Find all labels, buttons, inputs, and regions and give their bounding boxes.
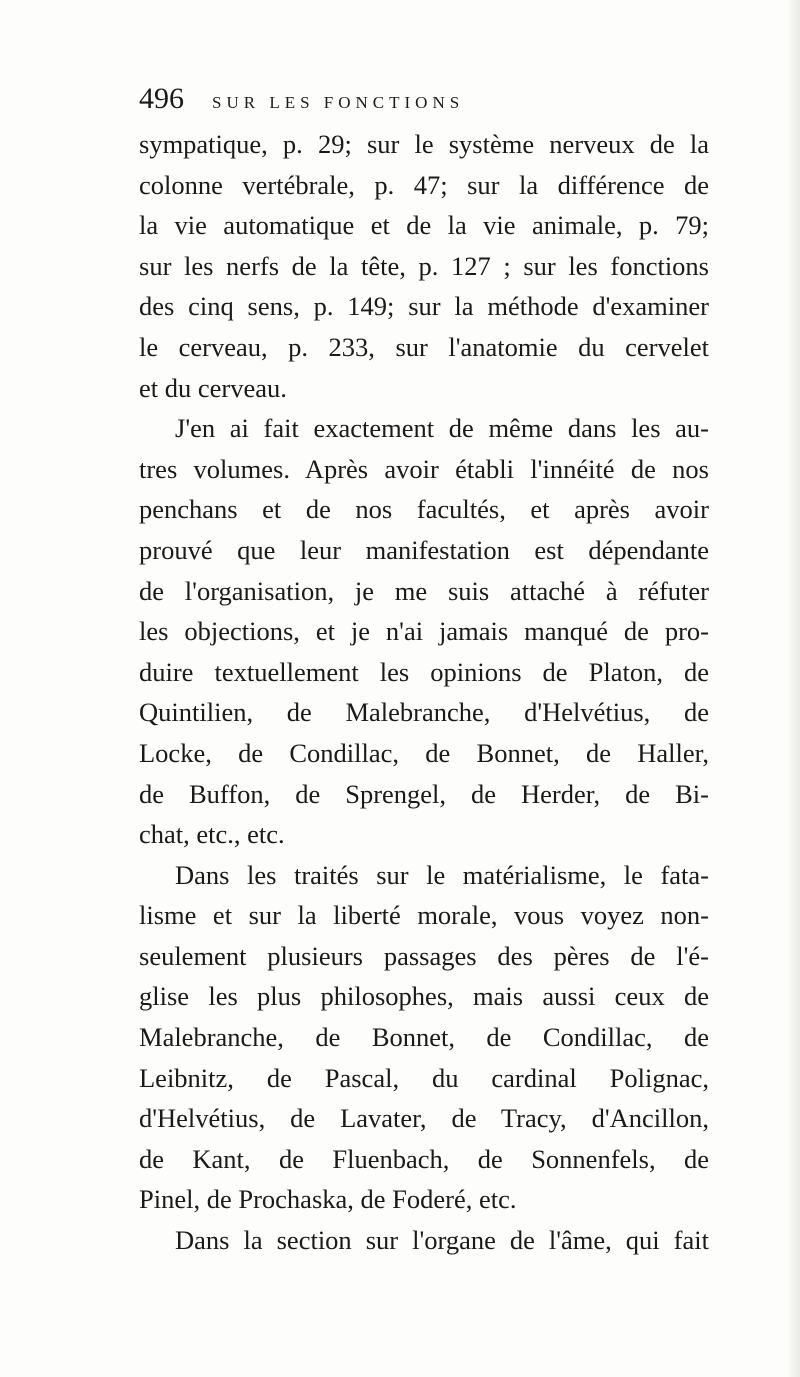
page-number: 496 bbox=[139, 82, 184, 115]
text-line: le cerveau, p. 233, sur l'anatomie du cervelet bbox=[139, 331, 709, 362]
text-line: seulement plusieurs passages des pères de l'é- bbox=[139, 940, 709, 971]
text-line: tres volumes. Après avoir établi l'innéité de nos bbox=[139, 453, 709, 484]
text-line: de l'organisation, je me suis attaché à réfuter bbox=[139, 575, 709, 606]
text-line: Locke, de Condillac, de Bonnet, de Haller, bbox=[139, 737, 709, 768]
text-line: penchans et de nos facultés, et après avoir bbox=[139, 494, 709, 525]
text-line: J'en ai fait exactement de même dans les au- bbox=[175, 413, 709, 444]
text-line: la vie automatique et de la vie animale, p. 79; bbox=[139, 210, 709, 241]
text-line: de Buffon, de Sprengel, de Herder, de Bi- bbox=[139, 778, 709, 809]
text-line: duire textuellement les opinions de Platon, de bbox=[139, 656, 709, 687]
text-line: Pinel, de Prochaska, de Foderé, etc. bbox=[139, 1184, 517, 1215]
page-edge-shadow bbox=[786, 0, 800, 1377]
text-line: Dans la section sur l'organe de l'âme, qui fait bbox=[175, 1225, 709, 1256]
text-line: des cinq sens, p. 149; sur la méthode d'examiner bbox=[139, 291, 709, 322]
text-line: glise les plus philosophes, mais aussi ceux de bbox=[139, 981, 709, 1012]
text-line: chat, etc., etc. bbox=[139, 819, 285, 850]
text-line: prouvé que leur manifestation est dépendante bbox=[139, 534, 709, 565]
text-line: colonne vertébrale, p. 47; sur la différence de bbox=[139, 169, 709, 200]
text-line: sympatique, p. 29; sur le système nerveux de la bbox=[139, 129, 709, 159]
text-line: les objections, et je n'ai jamais manqué de pro- bbox=[139, 616, 709, 647]
text-line: Leibnitz, de Pascal, du cardinal Polignac, bbox=[139, 1062, 709, 1093]
text-line: Malebranche, de Bonnet, de Condillac, de bbox=[139, 1022, 709, 1053]
text-line: lisme et sur la liberté morale, vous voyez non- bbox=[139, 900, 709, 931]
text-line: sur les nerfs de la tête, p. 127 ; sur les fonctions bbox=[139, 250, 709, 281]
text-line: Quintilien, de Malebranche, d'Helvétius, de bbox=[139, 697, 709, 728]
text-line: et du cerveau. bbox=[139, 372, 287, 403]
body-text bbox=[139, 124, 709, 1261]
text-line: de Kant, de Fluenbach, de Sonnenfels, de bbox=[139, 1143, 709, 1174]
text-line: d'Helvétius, de Lavater, de Tracy, d'Ancillon, bbox=[139, 1103, 709, 1134]
running-head bbox=[139, 82, 699, 122]
text-line: Dans les traités sur le matérialisme, le fata- bbox=[175, 859, 709, 890]
running-title: SUR LES FONCTIONS bbox=[212, 93, 465, 112]
